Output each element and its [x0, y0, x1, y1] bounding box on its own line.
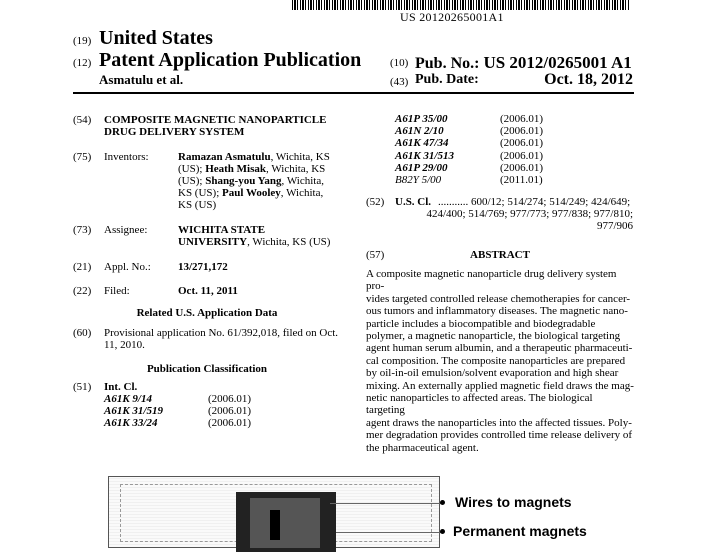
barcode-number: US 20120265001A1: [400, 10, 504, 24]
abstract-line: particle includes a biocompatible and biodegradable: [366, 317, 596, 330]
cls-year: (2006.01): [500, 125, 544, 137]
figure-label-wires: Wires to magnets: [455, 494, 572, 510]
abstract-heading: ABSTRACT: [470, 249, 530, 261]
code-43: (43): [390, 76, 409, 88]
cls-year: (2006.01): [500, 113, 544, 125]
inventor-prefix: (US);: [178, 175, 206, 187]
assignee-line-1: WICHITA STATE: [178, 224, 266, 236]
intcl-code-item: A61K 33/24: [104, 417, 158, 429]
filed-label: Filed:: [104, 285, 130, 297]
inventor-name: Paul Wooley: [222, 187, 281, 199]
code-19: (19): [73, 35, 92, 47]
uscl-line-3: 977/906: [596, 220, 633, 232]
inventors-line-4: [178, 187, 323, 199]
pub-number-label: Pub. No.:: [415, 55, 480, 72]
inventors-label: Inventors:: [104, 151, 149, 163]
abstract-line: agent draws the nanoparticles into the affected tissues. Poly-: [366, 416, 632, 429]
provisional-line-2: 11, 2010.: [104, 339, 145, 351]
abstract-code: (57): [366, 249, 385, 261]
magnet-rod: [270, 510, 280, 540]
inventor-name: Shang-you Yang: [205, 175, 282, 187]
inventors-line-5: KS (US): [178, 199, 217, 211]
intcl-code-item: A61K 9/14: [104, 393, 152, 405]
uscl-code: (52): [366, 196, 385, 208]
assignee-code: (73): [73, 224, 92, 236]
intcl-code: (51): [73, 381, 92, 393]
inventor-location: , Wichita,: [281, 175, 324, 187]
country: United States: [99, 27, 213, 49]
pub-number-value: US 2012/0265001 A1: [483, 53, 632, 72]
abstract-body: [366, 268, 634, 454]
abstract-line: agent human serum albumin, and a therapeutic pharmaceuti-: [366, 342, 633, 355]
title-line-1: COMPOSITE MAGNETIC NANOPARTICLE: [104, 114, 327, 126]
intcl-label: Int. Cl.: [104, 381, 138, 393]
assignee-label: Assignee:: [104, 224, 148, 236]
uscl-line-1: ........... 600/12; 514/274; 514/249; 424/649;: [438, 196, 631, 208]
abstract-line: netic nanoparticles to affected areas. The biological targeting: [366, 392, 593, 417]
cls-year: (2006.01): [500, 150, 544, 162]
inventors-line-3: [178, 175, 324, 187]
cls-code: A61K 47/34: [395, 137, 449, 149]
abstract-line: ous tumors and inflammatory diseases. The magnetic nano-: [366, 305, 628, 318]
inventors-line-2: [178, 163, 325, 175]
filed-date: Oct. 11, 2011: [178, 285, 238, 297]
abstract-line: polymer, a magnetic nanoparticle, the biological targeting: [366, 330, 621, 343]
magnet-core: [250, 498, 320, 548]
intcl-year: (2006.01): [208, 393, 252, 405]
cls-code: A61K 31/513: [395, 150, 454, 162]
inventor-prefix: (US);: [178, 163, 206, 175]
figure-label-magnets: Permanent magnets: [453, 523, 587, 539]
intcl-year: (2006.01): [208, 405, 252, 417]
cls-year: (2006.01): [500, 137, 544, 149]
abstract-line: A composite magnetic nanoparticle drug delivery system pro-: [366, 268, 617, 293]
inventor-prefix: KS (US);: [178, 187, 223, 199]
pub-date-label: Pub. Date:: [415, 72, 479, 87]
appl-label: Appl. No.:: [104, 261, 151, 273]
filed-code: (22): [73, 285, 92, 297]
assignee-name: UNIVERSITY: [178, 236, 248, 248]
intcl-year: (2006.01): [208, 417, 252, 429]
inventors-line-1: [178, 151, 330, 163]
assignee-location: , Wichita, KS (US): [247, 236, 331, 248]
provisional-code: (60): [73, 327, 92, 339]
authors: Asmatulu et al.: [99, 72, 184, 87]
cls-code: B82Y 5/00: [395, 174, 442, 186]
inventor-name: Heath Misak: [205, 163, 267, 175]
cls-code: A61N 2/10: [395, 125, 444, 137]
abstract-line: the pharmaceutical agent.: [366, 441, 479, 454]
leader-dot: [440, 529, 445, 534]
uscl-line-2: 424/400; 514/769; 977/773; 977/838; 977/810;: [426, 208, 633, 220]
cls-year: (2011.01): [500, 174, 543, 186]
barcode: [292, 0, 630, 10]
title-code: (54): [73, 114, 92, 126]
appl-number: 13/271,172: [178, 261, 228, 273]
inventor-location: , Wichita, KS: [266, 163, 326, 175]
header-rule: [73, 92, 634, 94]
uscl-label: U.S. Cl.: [395, 196, 432, 208]
abstract-line: by oil-in-oil emulsion/solvent evaporation and high shear: [366, 367, 619, 380]
pubclass-heading: Publication Classification: [146, 363, 268, 375]
cls-year: (2006.01): [500, 162, 544, 174]
provisional-line-1: Provisional application No. 61/392,018, filed on Oct.: [104, 327, 339, 339]
abstract-line: mer degradation provides controlled time release delivery of: [366, 429, 633, 442]
assignee-line-2: [178, 236, 330, 248]
abstract-line: mixing. An externally applied magnetic field draws the mag-: [366, 379, 634, 392]
inventor-location: , Wichita,: [280, 187, 324, 199]
pub-date: Oct. 18, 2012: [544, 71, 633, 88]
leader-dot: [440, 500, 445, 505]
intcl-code-item: A61K 31/519: [104, 405, 163, 417]
leader-line-wires: [330, 503, 442, 504]
title-line-2: DRUG DELIVERY SYSTEM: [104, 126, 245, 138]
abstract-line: vides targeted controlled release chemotherapies for cancer-: [366, 292, 631, 305]
cls-code: A61P 29/00: [395, 162, 448, 174]
pub-number: [415, 53, 632, 73]
inventor-location: , Wichita, KS: [270, 151, 330, 163]
code-12: (12): [73, 57, 92, 69]
related-heading: Related U.S. Application Data: [136, 307, 278, 319]
inventors-code: (75): [73, 151, 92, 163]
abstract-line: cal composition. The composite nanoparticles are prepared: [366, 354, 626, 367]
code-10: (10): [390, 57, 409, 69]
publication-type: Patent Application Publication: [99, 49, 362, 71]
appl-code: (21): [73, 261, 92, 273]
inventor-name: Ramazan Asmatulu: [178, 151, 271, 163]
cls-code: A61P 35/00: [395, 113, 448, 125]
leader-line-magnets: [336, 532, 442, 533]
